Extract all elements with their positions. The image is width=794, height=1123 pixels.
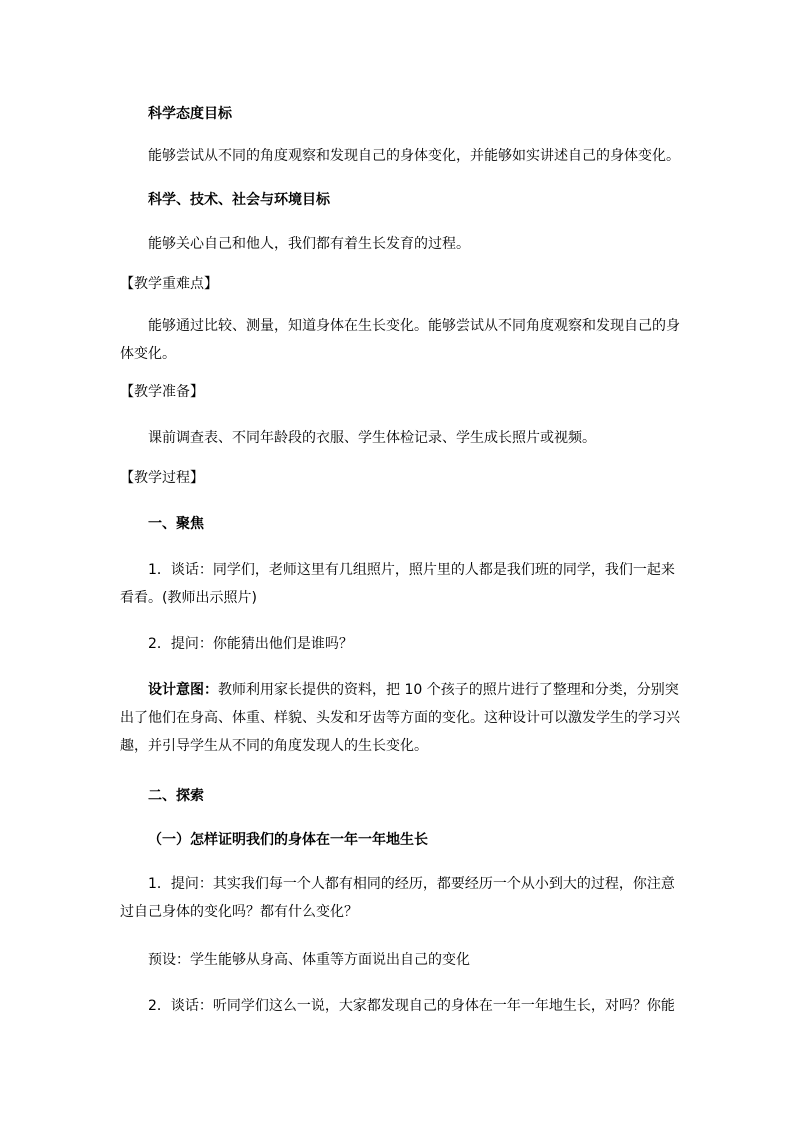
preset-text: 预设：学生能够从身高、体重等方面说出自己的变化	[148, 952, 470, 968]
explore-item-2: 2．谈话：听同学们这么一说，大家都发现自己的身体在一年一年地生长，对吗？你能	[148, 998, 675, 1014]
design-intent-paragraph	[120, 676, 680, 760]
text-attitude-goal: 能够尝试从不同的角度观察和发现自己的身体变化，并能够如实讲述自己的身体变化。	[148, 148, 680, 164]
heading-process: 【教学过程】	[120, 470, 204, 486]
focus-item-2: 2．提问：你能猜出他们是谁吗？	[148, 636, 353, 652]
text-preparation: 课前调查表、不同年龄段的衣服、学生体检记录、学生成长照片或视频。	[148, 430, 596, 446]
design-intent-text: 教师利用家长提供的资料，把 10 个孩子的照片进行了整理和分类，分别突出了他们在身高、体重、样貌、头发和牙齿等方面的变化。这种设计可以激发学生的学习兴趣，并引导学生从不同的角度发现人的生长变化。	[120, 682, 680, 754]
heading-focus: 一、聚焦	[148, 516, 204, 532]
focus-item-1: 1．谈话：同学们，老师这里有几组照片，照片里的人都是我们班的同学，我们一起来看看。(教师出示照片)	[120, 562, 675, 606]
heading-explore-subsection-1: （一）怎样证明我们的身体在一年一年地生长	[148, 832, 428, 848]
explore-item-1: 1．提问：其实我们每一个人都有相同的经历，都要经历一个从小到大的过程，你注意过自己身体的变化吗？都有什么变化？	[120, 876, 675, 920]
text-key-points: 能够通过比较、测量，知道身体在生长变化。能够尝试从不同角度观察和发现自己的身体变化。	[120, 318, 680, 362]
heading-sts-goal: 科学、技术、社会与环境目标	[148, 192, 330, 208]
heading-key-points: 【教学重难点】	[120, 276, 218, 292]
heading-explore: 二、探索	[148, 788, 204, 804]
heading-attitude-goal: 科学态度目标	[148, 106, 232, 122]
design-intent-label: 设计意图：	[148, 682, 218, 698]
text-sts-goal: 能够关心自己和他人，我们都有着生长发育的过程。	[148, 236, 470, 252]
heading-preparation: 【教学准备】	[120, 384, 204, 400]
